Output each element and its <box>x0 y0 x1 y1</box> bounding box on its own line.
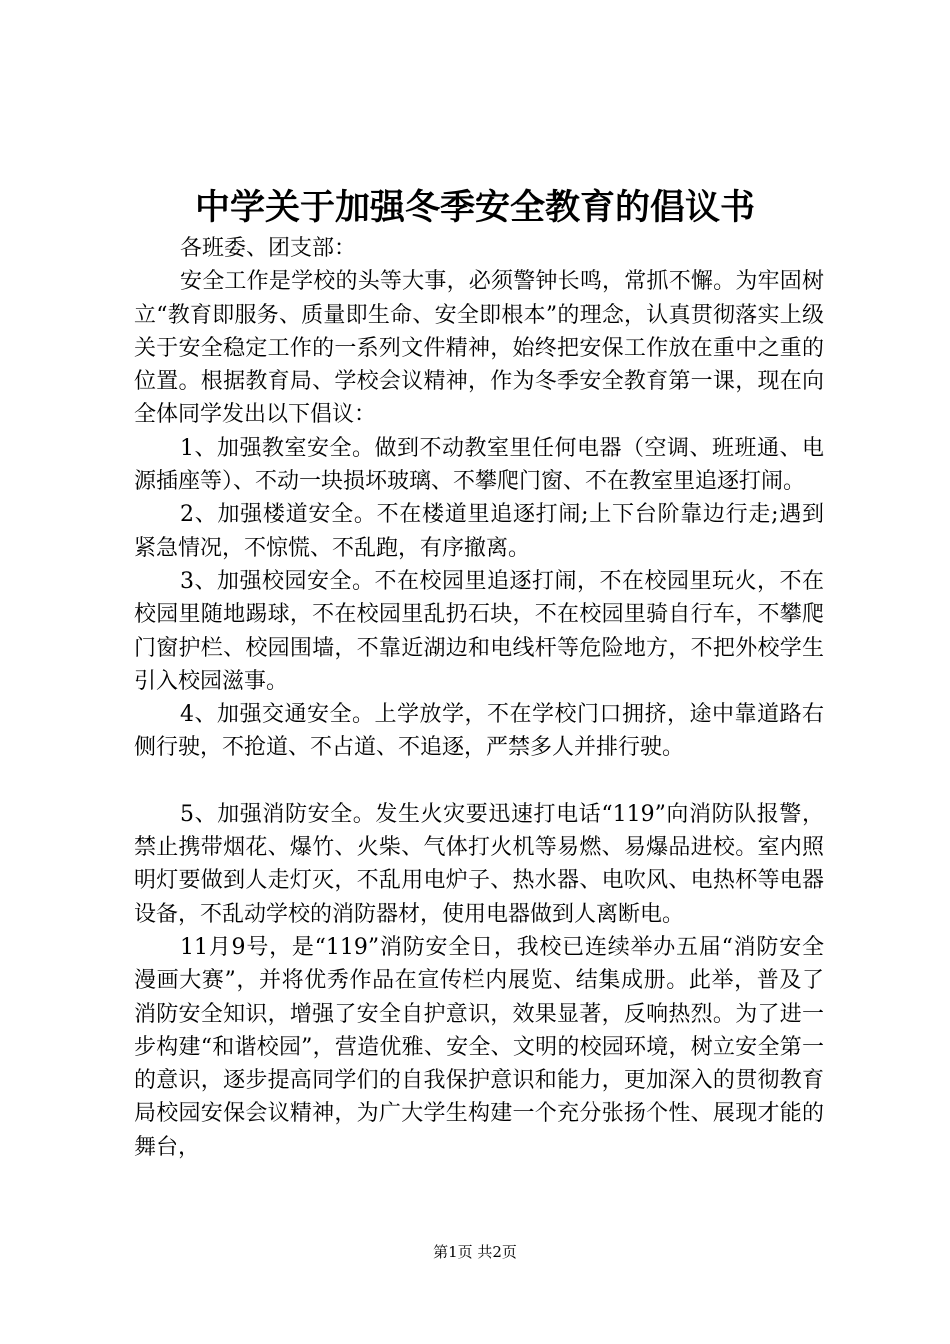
paragraph-intro: 安全工作是学校的头等大事，必须警钟长鸣，常抓不懈。为牢固树立“教育即服务、质量即生命、安全即根本”的理念，认真贯彻落实上级关于安全稳定工作的一系列文件精神，始终把安保工作放在重中之重的位置。根据教育局、学校会议精神，作为冬季安全教育第一课，现在向全体同学发出以下倡议： <box>134 269 824 428</box>
document-title: 中学关于加强冬季安全教育的倡议书 <box>194 187 755 228</box>
paragraph-traffic-safety: 4、加强交通安全。上学放学，不在学校门口拥挤，途中靠道路右侧行驶，不抢道、不占道、不追逐，严禁多人并排行驶。 <box>134 702 824 761</box>
page-number: 第1页 共2页 <box>433 1243 517 1261</box>
paragraph-classroom-safety: 1、加强教室安全。做到不动教室里任何电器（空调、班班通、电源插座等）、不动一块损坏玻璃、不攀爬门窗、不在教室里追逐打闹。 <box>134 435 824 495</box>
salutation: 各班委、团支部： <box>180 236 357 261</box>
paragraph-corridor-safety: 2、加强楼道安全。不在楼道里追逐打闹;上下台阶靠边行走;遇到紧急情况，不惊慌、不乱跑，有序撤离。 <box>134 502 824 561</box>
document-body <box>134 232 824 1164</box>
paragraph-campus-safety: 3、加强校园安全。不在校园里追逐打闹，不在校园里玩火，不在校园里随地踢球，不在校园里乱扔石块，不在校园里骑自行车，不攀爬门窗护栏、校园围墙，不靠近湖边和电线杆等危险地方，不把外校学生引入校园滋事。 <box>134 568 824 694</box>
paragraph-fire-day: 11月9号，是“119”消防安全日，我校已连续举办五届“消防安全漫画大赛”，并将优秀作品在宣传栏内展览、结集成册。此举，普及了消防安全知识，增强了安全自护意识，效果显著，反响热烈。为了进一步构建“和谐校园”，营造优雅、安全、文明的校园环境，树立安全第一的意识，逐步提高同学们的自我保护意识和能力，更加深入的贯彻教育局校园安保会议精神，为广大学生构建一个充分张扬个性、展现才能的舞台， <box>134 934 824 1160</box>
paragraph-fire-safety: 5、加强消防安全。发生火灾要迅速打电话“119”向消防队报警，禁止携带烟花、爆竹、火柴、气体打火机等易燃、易爆品进校。室内照明灯要做到人走灯灭，不乱用电炉子、热水器、电吹风、电热杯等电器设备，不乱动学校的消防器材，使用电器做到人离断电。 <box>134 801 824 927</box>
